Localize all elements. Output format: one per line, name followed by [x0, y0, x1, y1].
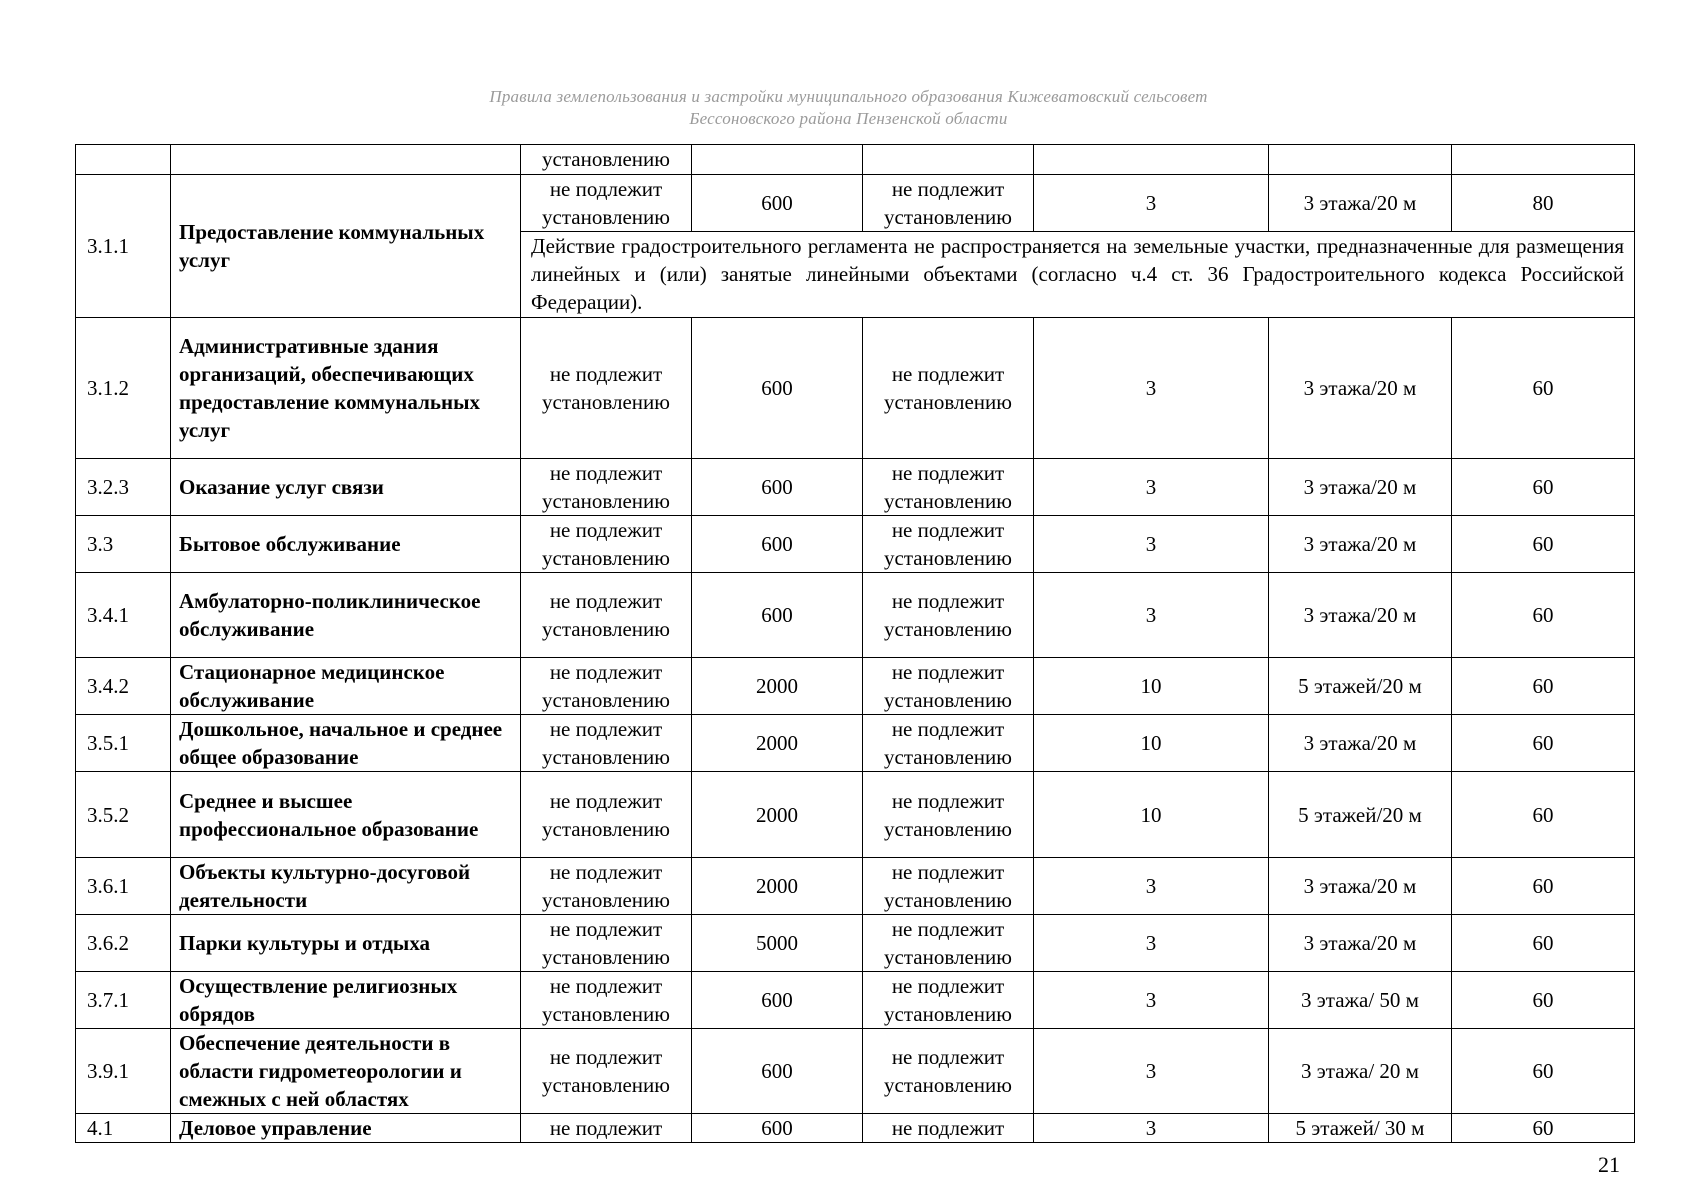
cell-c5: не подлежит установлению [863, 715, 1034, 772]
cell-c7: 5 этажей/ 30 м [1269, 1114, 1452, 1143]
cell-c7: 3 этажа/20 м [1269, 715, 1452, 772]
table-row [76, 1114, 1635, 1143]
cell-c7: 3 этажа/20 м [1269, 516, 1452, 573]
cell-c4: 2000 [692, 715, 863, 772]
table-row [76, 573, 1635, 658]
cell-c5: не подлежит установлению [863, 175, 1034, 232]
cell-c3: не подлежит установлению [521, 772, 692, 858]
table-row [76, 318, 1635, 459]
cell-name: Предоставление коммунальных услуг [171, 175, 521, 318]
cell-code: 3.6.2 [76, 915, 171, 972]
cell-c8: 60 [1452, 459, 1635, 516]
cell-c5: не подлежит установлению [863, 516, 1034, 573]
cell-name: Оказание услуг связи [171, 459, 521, 516]
cell-c7: 3 этажа/20 м [1269, 175, 1452, 232]
cell-c4: 2000 [692, 772, 863, 858]
cell-c8: 60 [1452, 1114, 1635, 1143]
cell-name: Парки культуры и отдыха [171, 915, 521, 972]
cell-c3: не подлежит установлению [521, 715, 692, 772]
table-row [76, 1029, 1635, 1114]
cell-code: 3.5.2 [76, 772, 171, 858]
cell-name: Среднее и высшее профессиональное образование [171, 772, 521, 858]
cell-c7: 3 этажа/ 50 м [1269, 972, 1452, 1029]
cell-c8: 60 [1452, 972, 1635, 1029]
cell-c3: не подлежит установлению [521, 459, 692, 516]
table-row [76, 658, 1635, 715]
cell-code: 3.6.1 [76, 858, 171, 915]
header-line-1: Правила землепользования и застройки муниципального образования Кижеватовский сельсовет [489, 87, 1208, 106]
cell-c8: 60 [1452, 658, 1635, 715]
cell-c3: не подлежит установлению [521, 1029, 692, 1114]
cell-c7: 3 этажа/20 м [1269, 318, 1452, 459]
cell-c4: 2000 [692, 658, 863, 715]
cell-code: 3.4.1 [76, 573, 171, 658]
header-line-2: Бессоновского района Пензенской области [689, 109, 1008, 128]
cell-code: 3.1.2 [76, 318, 171, 459]
cell-c8: 60 [1452, 318, 1635, 459]
cell-c5: не подлежит установлению [863, 1029, 1034, 1114]
cell-code: 3.5.1 [76, 715, 171, 772]
cell-c5 [863, 145, 1034, 175]
cell-c6: 10 [1034, 658, 1269, 715]
cell-c8: 60 [1452, 772, 1635, 858]
regulation-note: Действие градостроительного регламента не распространяется на земельные участки, предназначенные для размещения линейных и (или) занятые линейными объектами (согласно ч.4 ст. 36 Градостроительного кодекса Российской Федерации). [521, 232, 1635, 318]
cell-c8: 60 [1452, 573, 1635, 658]
cell-c4: 600 [692, 516, 863, 573]
cell-code [76, 145, 171, 175]
cell-c5: не подлежит установлению [863, 972, 1034, 1029]
table-body [76, 145, 1635, 1143]
cell-c4: 600 [692, 1114, 863, 1143]
cell-c8: 60 [1452, 516, 1635, 573]
cell-c6: 3 [1034, 1114, 1269, 1143]
table-row [76, 715, 1635, 772]
cell-c3: не подлежит установлению [521, 516, 692, 573]
cell-c4: 600 [692, 972, 863, 1029]
cell-c6: 3 [1034, 915, 1269, 972]
cell-code: 3.2.3 [76, 459, 171, 516]
table-row [76, 858, 1635, 915]
cell-c4: 600 [692, 318, 863, 459]
cell-c5: не подлежит установлению [863, 858, 1034, 915]
cell-c7: 3 этажа/20 м [1269, 858, 1452, 915]
page-number: 21 [1598, 1152, 1620, 1177]
table-row-continuation [76, 145, 1635, 175]
cell-c4: 600 [692, 459, 863, 516]
cell-c3: не подлежит установлению [521, 858, 692, 915]
cell-name: Стационарное медицинское обслуживание [171, 658, 521, 715]
table-row-3-1-1 [76, 175, 1635, 232]
cell-c3: не подлежит установлению [521, 175, 692, 232]
cell-c7: 3 этажа/20 м [1269, 573, 1452, 658]
cell-c3: не подлежит установлению [521, 658, 692, 715]
cell-c4: 5000 [692, 915, 863, 972]
cell-c5: не подлежит установлению [863, 658, 1034, 715]
cell-c8: 60 [1452, 858, 1635, 915]
cell-c5: не подлежит установлению [863, 915, 1034, 972]
cell-name: Осуществление религиозных обрядов [171, 972, 521, 1029]
cell-c5: не подлежит установлению [863, 459, 1034, 516]
cell-code: 3.3 [76, 516, 171, 573]
cell-c6: 3 [1034, 858, 1269, 915]
table-row [76, 516, 1635, 573]
cell-c6: 3 [1034, 318, 1269, 459]
cell-c4: 600 [692, 1029, 863, 1114]
cell-c6: 3 [1034, 175, 1269, 232]
cell-c5: не подлежит [863, 1114, 1034, 1143]
table-row [76, 772, 1635, 858]
cell-c8: 80 [1452, 175, 1635, 232]
table-row [76, 915, 1635, 972]
table-row [76, 459, 1635, 516]
cell-name: Обеспечение деятельности в области гидрометеорологии и смежных с ней областях [171, 1029, 521, 1114]
regulations-table [75, 144, 1635, 1143]
cell-c4: 600 [692, 175, 863, 232]
cell-c5: не подлежит установлению [863, 318, 1034, 459]
cell-code: 3.1.1 [76, 175, 171, 318]
cell-c6: 3 [1034, 516, 1269, 573]
cell-c5: не подлежит установлению [863, 772, 1034, 858]
cell-c8 [1452, 145, 1635, 175]
cell-name: Бытовое обслуживание [171, 516, 521, 573]
cell-c7: 3 этажа/ 20 м [1269, 1029, 1452, 1114]
table-row [76, 972, 1635, 1029]
cell-c3: не подлежит установлению [521, 573, 692, 658]
cell-code: 4.1 [76, 1114, 171, 1143]
cell-name [171, 145, 521, 175]
cell-c6 [1034, 145, 1269, 175]
cell-c3: не подлежит установлению [521, 915, 692, 972]
cell-c6: 3 [1034, 1029, 1269, 1114]
cell-c3: установлению [521, 145, 692, 175]
cell-c3: не подлежит установлению [521, 318, 692, 459]
cell-c6: 3 [1034, 459, 1269, 516]
cell-c6: 3 [1034, 573, 1269, 658]
cell-c6: 10 [1034, 772, 1269, 858]
cell-c8: 60 [1452, 1029, 1635, 1114]
cell-c3: не подлежит [521, 1114, 692, 1143]
cell-c8: 60 [1452, 915, 1635, 972]
cell-name: Дошкольное, начальное и среднее общее образование [171, 715, 521, 772]
cell-name: Амбулаторно-поликлиническое обслуживание [171, 573, 521, 658]
cell-name: Объекты культурно-досуговой деятельности [171, 858, 521, 915]
cell-c5: не подлежит установлению [863, 573, 1034, 658]
cell-name: Административные здания организаций, обеспечивающих предоставление коммунальных услуг [171, 318, 521, 459]
cell-c3: не подлежит установлению [521, 972, 692, 1029]
cell-c4: 2000 [692, 858, 863, 915]
cell-c6: 3 [1034, 972, 1269, 1029]
page-header [0, 86, 1697, 130]
cell-c7: 5 этажей/20 м [1269, 772, 1452, 858]
cell-c7 [1269, 145, 1452, 175]
cell-c4: 600 [692, 573, 863, 658]
cell-code: 3.4.2 [76, 658, 171, 715]
cell-code: 3.7.1 [76, 972, 171, 1029]
cell-c7: 3 этажа/20 м [1269, 915, 1452, 972]
cell-name: Деловое управление [171, 1114, 521, 1143]
cell-c7: 3 этажа/20 м [1269, 459, 1452, 516]
cell-code: 3.9.1 [76, 1029, 171, 1114]
cell-c8: 60 [1452, 715, 1635, 772]
cell-c4 [692, 145, 863, 175]
cell-c7: 5 этажей/20 м [1269, 658, 1452, 715]
cell-c6: 10 [1034, 715, 1269, 772]
